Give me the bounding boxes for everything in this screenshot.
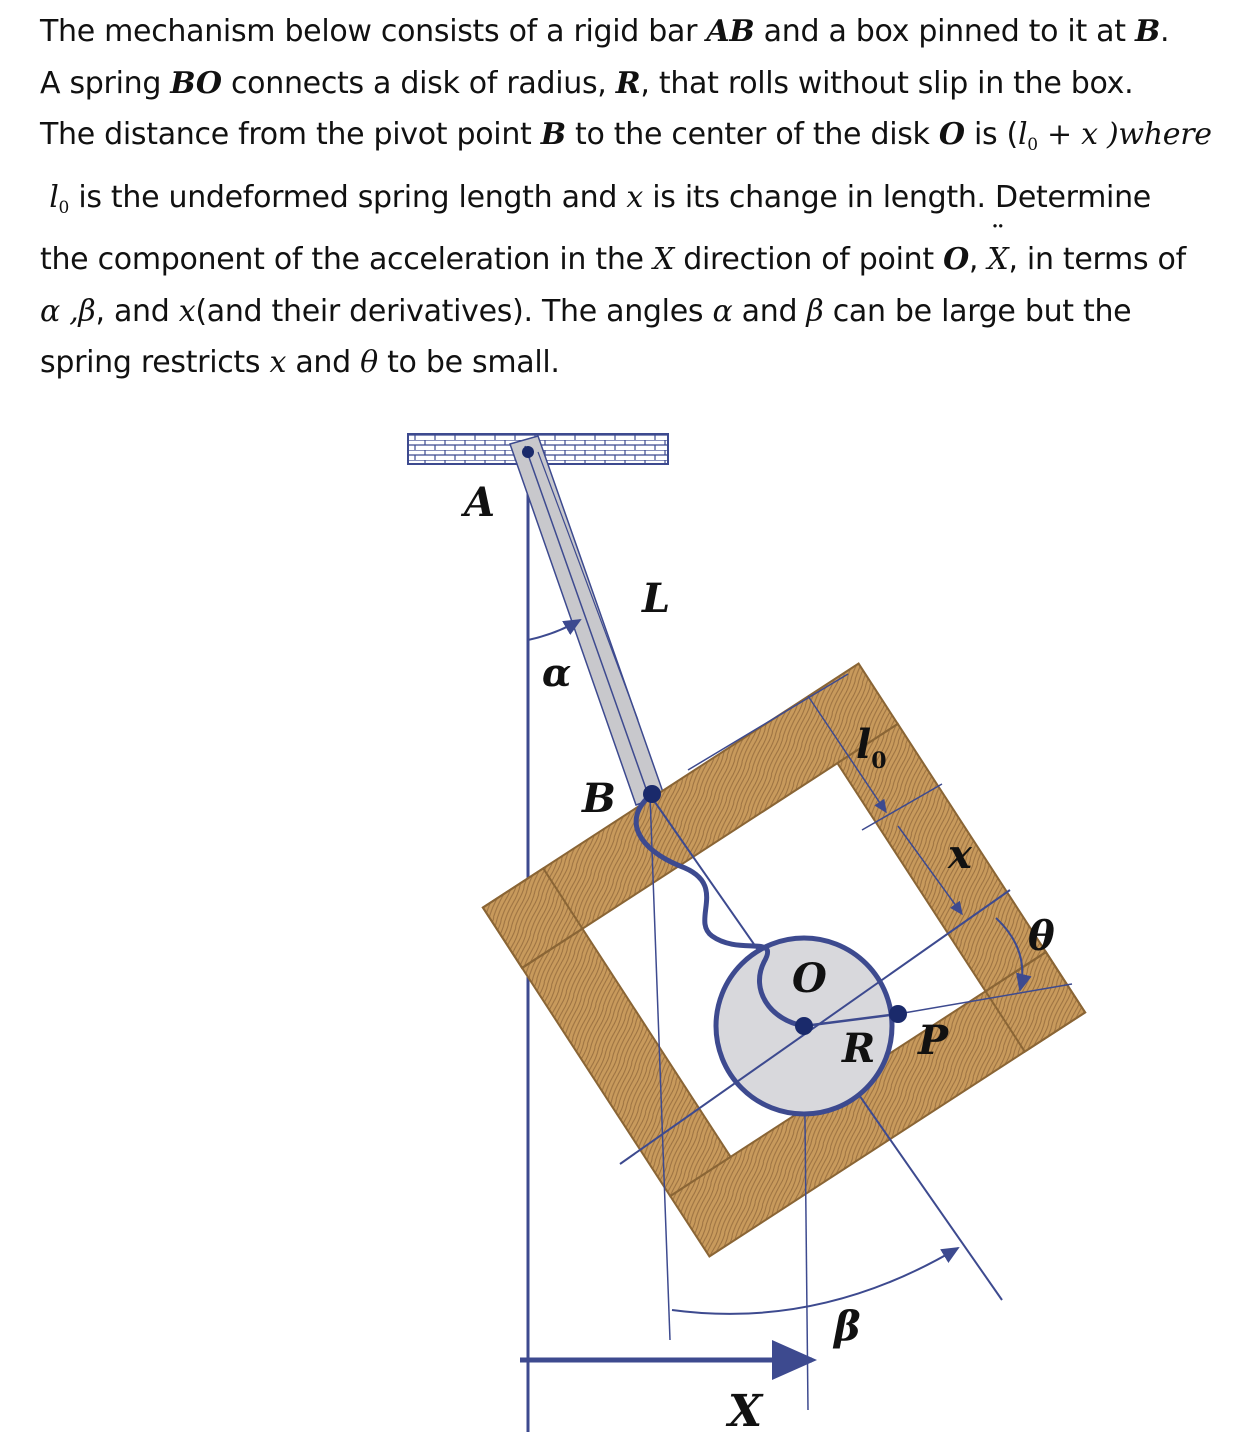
label-O: O — [792, 955, 827, 1002]
problem-line-4: $l_0$ is the undeformed spring length and x is its change in length. Determine — [49, 179, 1151, 218]
problem-line-2: A spring BO connects a disk of radius, R, that rolls without slip in the box. — [40, 65, 1134, 101]
label-A: A — [464, 479, 496, 526]
label-X: X — [728, 1386, 763, 1436]
label-B: B — [582, 775, 616, 822]
label-theta: θ — [1028, 913, 1055, 960]
label-l0-sub: 0 — [871, 748, 887, 774]
label-l0-main: l — [856, 721, 872, 768]
problem-line-6: α ,β, and x(and their derivatives). The angles α and β can be large but the — [40, 293, 1132, 329]
beta-angle-arc — [672, 1248, 958, 1314]
bar-centerline — [525, 446, 650, 800]
problem-line-7: spring restricts x and θ to be small. — [40, 345, 560, 380]
label-beta: β — [834, 1303, 861, 1350]
pivot-A — [522, 446, 534, 458]
label-alpha: α — [542, 650, 572, 695]
center-O — [795, 1017, 813, 1035]
label-L: L — [642, 575, 671, 622]
problem-line-3: The distance from the pivot point B to the center of the disk O is ($l_0 + x$ )where — [40, 117, 1212, 155]
problem-line-1: The mechanism below consists of a rigid bar AB and a box pinned to it at B. — [40, 14, 1170, 49]
problem-line-5: the component of the acceleration in the X direction of point O, X ¨, in terms of — [40, 234, 1245, 286]
pin-B — [643, 785, 661, 803]
label-P: P — [918, 1017, 949, 1064]
label-R: R — [842, 1025, 876, 1072]
contact-point-P — [889, 1005, 907, 1023]
label-x: x — [948, 831, 972, 878]
